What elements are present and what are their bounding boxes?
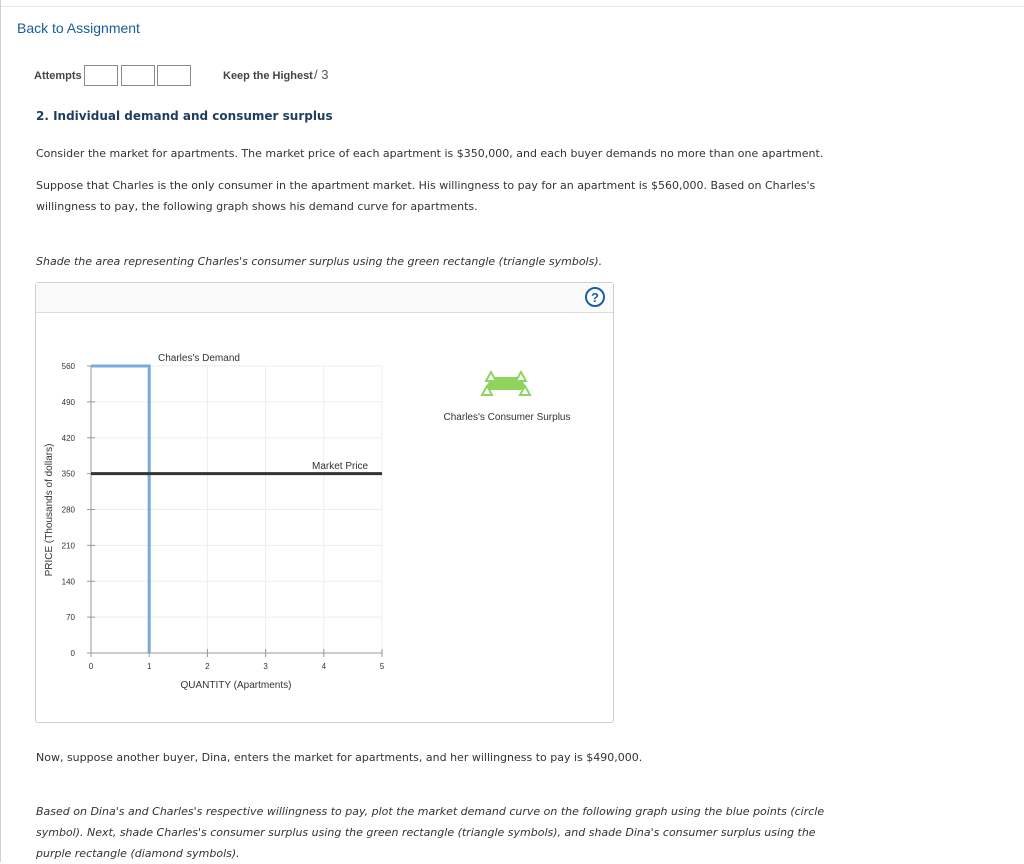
consumer-surplus-tool-label: Charles's Consumer Surplus	[443, 412, 571, 423]
keep-highest-count: / 3	[314, 67, 329, 82]
x-axis-label: QUANTITY (Apartments)	[180, 680, 292, 691]
y-tick-label-350: 350	[61, 469, 75, 479]
y-tick-label-210: 210	[61, 541, 75, 551]
left-border	[0, 0, 1, 862]
x-tick-label-2: 2	[205, 662, 210, 671]
help-icon[interactable]: ?	[585, 287, 605, 307]
x-tick-label-0: 0	[88, 662, 94, 671]
top-divider	[0, 6, 1024, 7]
back-to-assignment-link[interactable]: Back to Assignment	[17, 20, 140, 36]
question-paragraph-1: Consider the market for apartments. The market price of each apartment is $350,000, and each buyer demands no more than one apartment.	[36, 147, 824, 160]
y-tick-label-560: 560	[61, 362, 75, 371]
y-tick-label-280: 280	[61, 505, 75, 515]
graph-toolbar	[36, 283, 613, 313]
y-tick-label-70: 70	[66, 613, 75, 623]
question-paragraph-2: Suppose that Charles is the only consumer in the apartment market. His willingness to pay for an apartment is $560,000. Based on Charles's willingness to pay, the following graph shows his demand curve for apartments.	[36, 179, 816, 213]
shade-instruction: Shade the area representing Charles's consumer surplus using the green rectangle (triangle symbols).	[36, 255, 603, 268]
y-tick-label-420: 420	[61, 433, 75, 443]
y-tick-label-490: 490	[61, 397, 75, 407]
keep-highest-label: Keep the Highest	[223, 70, 313, 82]
y-tick-label-140: 140	[61, 577, 75, 587]
attempts-label: Attempts	[34, 70, 82, 82]
x-tick-label-5: 5	[379, 662, 385, 671]
question-title: 2. Individual demand and consumer surplus	[36, 109, 333, 123]
question-paragraph-3: Now, suppose another buyer, Dina, enters the market for apartments, and her willingness to pay is $490,000.	[36, 751, 643, 764]
x-tick-label-4: 4	[321, 662, 327, 671]
attempt-box-3	[157, 65, 191, 86]
graph-panel	[35, 282, 614, 723]
question-paragraph-4: Based on Dina's and Charles's respective willingness to pay, plot the market demand curve on the following graph using the blue points (circle symbol). Next, shade Charles's consumer surplus using the green rectangle (triangle symbols), and shade Dina's consumer surplus using the purple rectangle (diamond symbols).	[36, 805, 825, 860]
series-label-charles-demand: Charles's Demand	[158, 353, 240, 364]
attempt-box-1	[84, 65, 118, 86]
y-tick-label-0: 0	[70, 649, 75, 658]
attempt-box-2	[121, 65, 155, 86]
series-label-market-price: Market Price	[312, 461, 369, 472]
x-tick-label-3: 3	[263, 662, 268, 671]
y-axis-label: PRICE (Thousands of dollars)	[44, 443, 55, 577]
x-tick-label-1: 1	[146, 662, 152, 671]
